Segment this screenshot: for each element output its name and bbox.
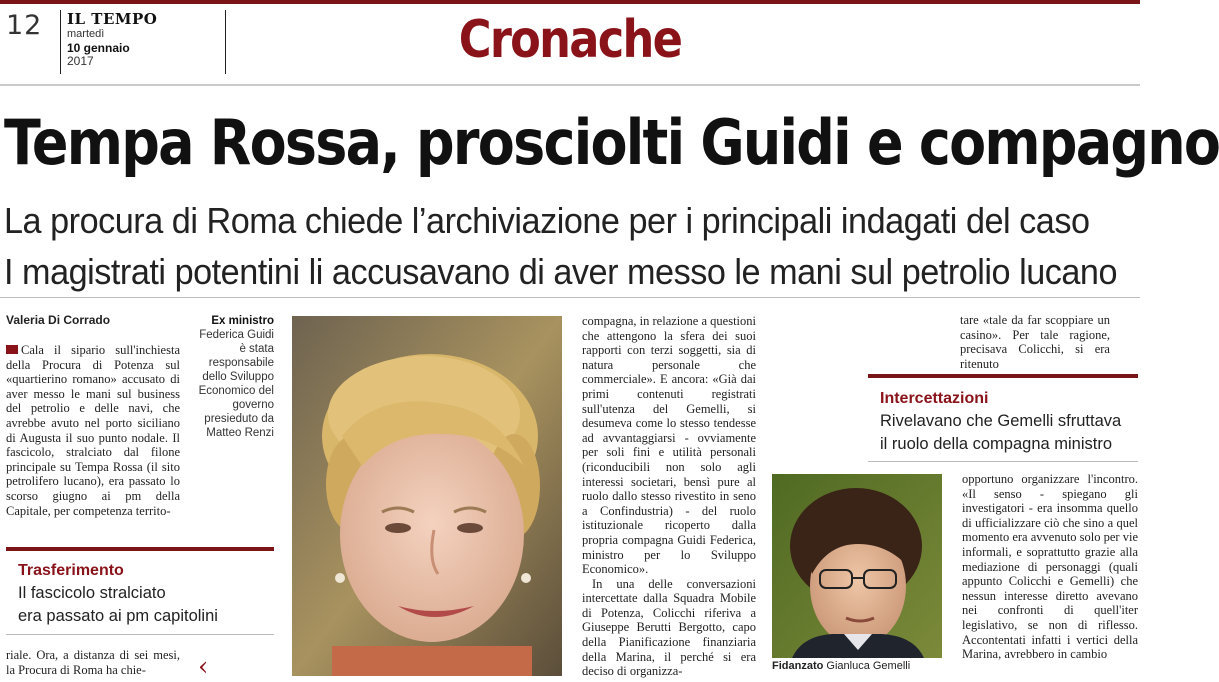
section-title: Cronache <box>458 10 682 70</box>
box-trasferimento-line-2: era passato ai pm capitolini <box>18 607 218 625</box>
top-accent-bar <box>0 0 1140 4</box>
issue-date: 10 gennaio <box>67 41 130 55</box>
masthead <box>60 10 226 74</box>
column-1-continuation: riale. Ora, a distanza di sei mesi, la Procura di Roma ha chie- <box>6 648 180 677</box>
box-intercettazioni-line-1: Rivelavano che Gemelli sfruttava <box>880 412 1122 430</box>
headline: Tempa Rossa, prosciolti Guidi e compagno <box>4 106 1219 179</box>
column-3-text-1: compagna, in relazione a questioni che attengono la sfera dei suoi rapporti con terzi soggetti, sia di natura personale che commerciale». E ancora: «Già dai primi contenuti registrati sull'utenza del Gemelli, si desumeva come lo stesso tendesse ad avvantaggiarsi - ovviamente per soli fini e utilità personali (riconducibili non solo agli interessi societari, bensì pure al ruolo dallo stesso rivestito in seno a Confindustria) - del ruolo istituzionale ricoperto dalla propria compagna Guidi Federica, ministro per lo Sviluppo Economico». <box>582 314 756 577</box>
column-3-text-2: In una delle conversazioni intercettate dalla Squadra Mobile di Potenza, Colicchi riferiva a Giuseppe Berutti Bergotto, capo della Pianificazione finanziaria della Marina, il perché si era deciso di organizza- <box>582 576 756 679</box>
photo-federica-guidi <box>292 316 562 676</box>
byline: Valeria Di Corrado <box>6 313 111 327</box>
quote-mark-icon: ‹ <box>198 652 209 682</box>
box-trasferimento-line-1: Il fascicolo stralciato <box>18 584 166 602</box>
photo-caption-guidi <box>196 314 274 440</box>
caption-2-text: Gianluca Gemelli <box>826 660 911 672</box>
subhead-divider <box>0 297 1140 298</box>
caption-2-label: Fidanzato <box>772 660 824 672</box>
article-column-4-bottom: opportuno organizzare l'incontro. «Il senso - spiegano gli investigatori - era insomma quello di ufficializzare ciò che sino a quel momento era avvenuto solo per vie informali, e soprattutto grazie alla mediazione di personaggi (quali appunto Colicchi e Gemelli) che nessun interesse diretto avevano nei confronti di quell'iter legislativo, se non di riflesso. Accontentati infatti i vertici della Marina, avrebbero in cambio <box>962 472 1138 662</box>
newspaper-logo: IL TEMPO <box>67 10 158 28</box>
photo-caption-gemelli <box>772 660 910 672</box>
caption-text: Federica Guidi è stata responsabile dello Sviluppo Economico del governo presieduto da Matteo Renzi <box>198 329 274 439</box>
caption-label: Ex ministro <box>211 315 274 327</box>
box-intercettazioni-rule <box>868 374 1138 378</box>
article-column-1 <box>6 343 180 518</box>
box-trasferimento-title: Trasferimento <box>18 562 124 579</box>
box-intercettazioni-title: Intercettazioni <box>880 390 989 407</box>
box-intercettazioni-line-2: il ruolo della compagna ministro <box>880 435 1113 453</box>
column-1-text: Cala il sipario sull'inchiesta della Procura di Potenza sul «quartierino romano» accusato di aver messo le mani sul business del petrolio e delle navi, che avrebbe avuto nel porto siciliano di Augusta il suo punto nodale. Il fascicolo, stralciato dal filone principale su Tempa Rossa (il sito petrolifero lucano), era passato lo scorso giugno ai pm della Capitale, per competenza territo- <box>6 343 180 518</box>
paragraph-marker-icon <box>6 345 18 354</box>
article-column-3 <box>582 314 756 679</box>
issue-year: 2017 <box>67 54 94 68</box>
box-trasferimento-rule <box>6 547 274 551</box>
header-divider <box>0 84 1140 86</box>
subhead-line-1: La procura di Roma chiede l’archiviazione per i principali indagati del caso <box>4 200 1090 241</box>
page-number: 12 <box>6 10 43 41</box>
article-column-4-top: tare «tale da far scoppiare un casino». Per tale ragione, precisava Colicchi, si era ritenuto <box>960 313 1110 371</box>
photo-gianluca-gemelli <box>772 474 942 658</box>
box-intercettazioni-bottom <box>868 461 1138 462</box>
issue-day: martedì <box>67 28 105 40</box>
box-trasferimento-bottom <box>6 634 274 635</box>
subhead-line-2: I magistrati potentini li accusavano di aver messo le mani sul petrolio lucano <box>4 251 1118 292</box>
